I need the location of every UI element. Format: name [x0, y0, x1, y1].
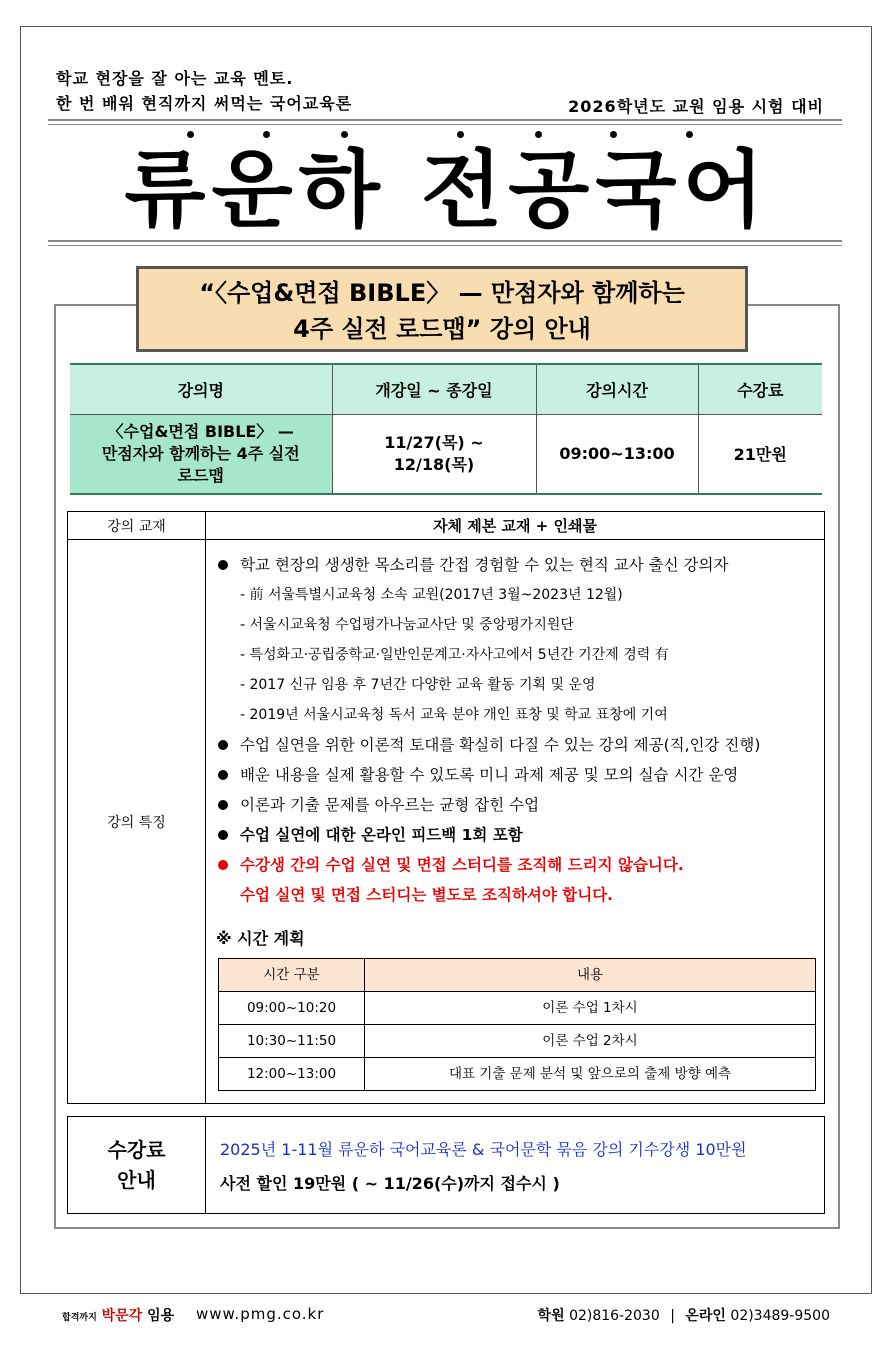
academy-label: 학원	[537, 1308, 565, 1324]
website-link[interactable]: www.pmg.co.kr	[196, 1305, 325, 1323]
header-fee: 수강료	[698, 364, 822, 414]
career-item: - 서울시교육청 수업평가나눔교사단 및 중앙평가지원단	[240, 617, 574, 633]
lecture-name-line: 〈수업&면접 BIBLE〉 —	[107, 421, 294, 441]
divider	[48, 119, 842, 121]
separator: |	[670, 1308, 675, 1324]
contact-info	[538, 1305, 830, 1325]
time-plan-table	[218, 958, 816, 1091]
fee-cell: 21만원	[698, 414, 822, 494]
header-lecture-name: 강의명	[70, 364, 332, 414]
fee-info-box	[67, 1116, 825, 1214]
plan-time: 09:00~10:20	[219, 992, 365, 1025]
list-item: 배운 내용을 실제 활용할 수 있도록 미니 과제 제공 및 모의 실습 시간 운영	[216, 760, 816, 790]
logo-suffix-text: 임용	[147, 1308, 175, 1324]
online-tel: 02)3489-9500	[730, 1308, 830, 1324]
period-line: 11/27(목) ~	[384, 432, 484, 452]
plan-content: 이론 수업 1차시	[365, 992, 816, 1025]
banner-line-1: “〈수업&면접 BIBLE〉 — 만점자와 함께하는	[199, 279, 685, 307]
lecture-name-line: 로드맵	[177, 465, 224, 485]
divider	[48, 245, 842, 246]
lecture-banner	[136, 266, 748, 352]
lecture-name-cell	[70, 414, 332, 494]
table-header-row	[70, 364, 822, 414]
list-item: 학교 현장의 생생한 목소리를 간접 경험할 수 있는 현직 교사 출신 강의자	[216, 550, 816, 580]
feature-row	[68, 540, 825, 1104]
career-item: - 2017 신규 임용 후 7년간 다양한 교육 활동 기획 및 운영	[240, 677, 596, 693]
time-cell: 09:00~13:00	[536, 414, 698, 494]
list-item: 수업 실연에 대한 온라인 피드백 1회 포함	[216, 820, 816, 850]
header-time: 강의시간	[536, 364, 698, 414]
tagline-2: 한 번 배워 현직까지 써먹는 국어교육론	[56, 94, 353, 113]
banner-line-2: 4주 실전 로드맵” 강의 안내	[293, 315, 591, 343]
fee-label	[68, 1117, 206, 1213]
plan-content: 대표 기출 문제 분석 및 앞으로의 출제 방향 예측	[365, 1058, 816, 1091]
lecture-info-table	[67, 511, 825, 1104]
notice-item: 수강생 간의 수업 실연 및 면접 스터디를 조직해 드리지 않습니다.	[216, 850, 816, 880]
exam-label: 2026학년도 교원 임용 시험 대비	[568, 97, 824, 116]
plan-header-row	[219, 959, 816, 992]
online-label: 온라인	[685, 1308, 726, 1324]
plan-time: 10:30~11:50	[219, 1025, 365, 1058]
plan-content: 이론 수업 2차시	[365, 1025, 816, 1058]
book-label: 강의 교재	[68, 512, 206, 540]
header-period: 개강일 ~ 종강일	[332, 364, 536, 414]
list-item: 이론과 기출 문제를 아우르는 균형 잡힌 수업	[216, 790, 816, 820]
schedule-table	[70, 363, 822, 495]
career-item: - 특성화고·공립중학교·일반인문계고·자사고에서 5년간 기간제 경력 有	[240, 647, 669, 663]
divider	[48, 240, 842, 242]
fee-early-discount: 사전 할인 19만원 ( ~ 11/26(수)까지 접수시 )	[220, 1174, 560, 1193]
period-cell	[332, 414, 536, 494]
lecture-name-line: 만점자와 함께하는 4주 실전	[101, 443, 300, 463]
table-row	[219, 992, 816, 1025]
plan-time: 12:00~13:00	[219, 1058, 365, 1091]
table-row	[219, 1058, 816, 1091]
plan-title: ※ 시간 계획	[216, 929, 305, 948]
fee-label-line: 수강료	[107, 1138, 166, 1162]
plan-header-time: 시간 구분	[219, 959, 365, 992]
book-value: 자체 제본 교재 + 인쇄물	[206, 512, 825, 540]
feature-label: 강의 특징	[68, 540, 206, 1104]
book-row	[68, 512, 825, 540]
publisher-logo	[62, 1305, 174, 1325]
logo-main-text: 박문각	[101, 1308, 143, 1324]
feature-content	[206, 540, 825, 1104]
table-row	[70, 414, 822, 494]
tagline-1: 학교 현장을 잘 아는 교육 멘토.	[56, 69, 294, 88]
page-title: 류운하 전공국어	[124, 141, 770, 239]
list-item: 수업 실연을 위한 이론적 토대를 확실히 다질 수 있는 강의 제공(직,인강 진행)	[216, 730, 816, 760]
career-item: - 前 서울특별시교육청 소속 교원(2017년 3월~2023년 12월)	[240, 587, 623, 603]
notice-item: 수업 실연 및 면접 스터디는 별도로 조직하셔야 합니다.	[240, 886, 614, 904]
period-line: 12/18(목)	[393, 454, 475, 474]
academy-tel: 02)816-2030	[569, 1308, 660, 1324]
divider	[48, 124, 842, 125]
table-row	[219, 1025, 816, 1058]
plan-header-content: 내용	[365, 959, 816, 992]
fee-label-line: 안내	[117, 1168, 156, 1192]
fee-returning-discount: 2025년 1-11월 류운하 국어교육론 & 국어문학 묶음 강의 기수강생 10만원	[220, 1140, 747, 1159]
career-item: - 2019년 서울시교육청 독서 교육 분야 개인 표창 및 학교 표창에 기여	[240, 707, 668, 723]
logo-small-text: 합격까지	[62, 1313, 97, 1323]
